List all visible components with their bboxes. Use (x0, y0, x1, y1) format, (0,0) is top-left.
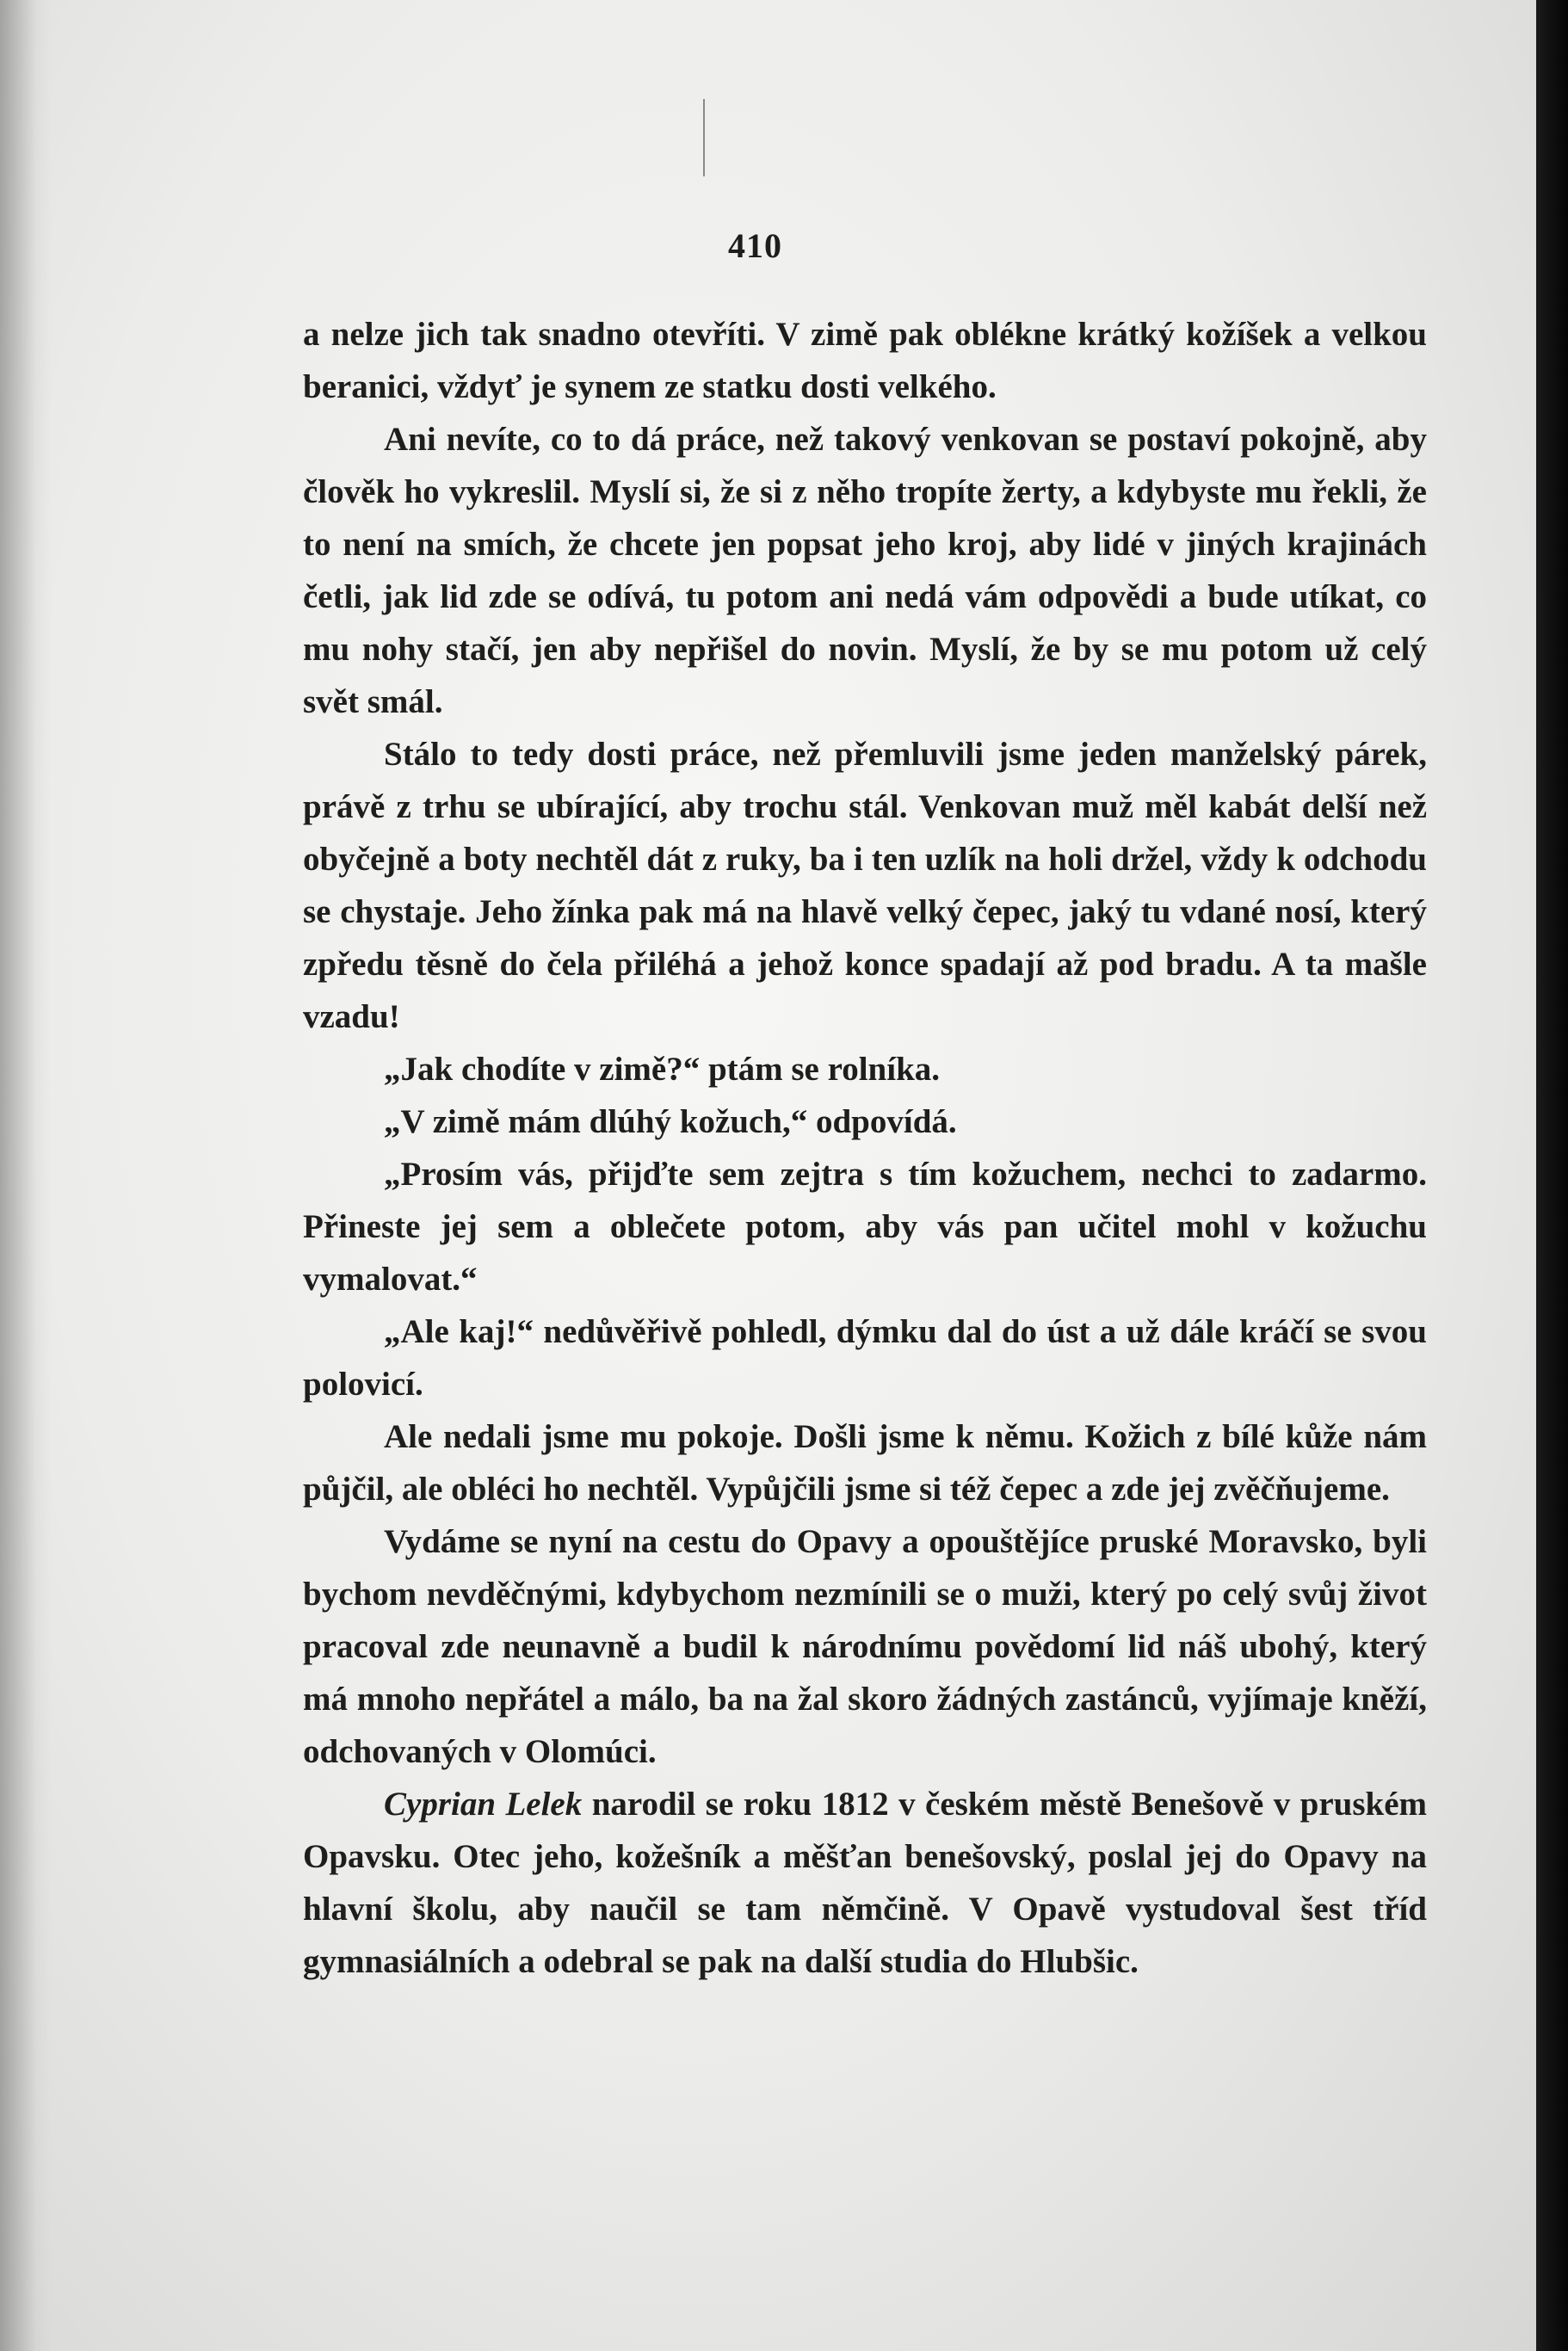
paragraph-2: Ani nevíte, co to dá práce, než takový venkovan se postaví pokojně, aby člověk ho vykreslil. Myslí si, že si z něho tropíte žerty, a kdybyste mu řekli, že to není na smích, že chcete jen popsat jeho kroj, aby lidé v jiných krajinách četli, jak lid zde se odívá, tu potom ani nedá vám odpovědi a bude utíkat, co mu nohy stačí, jen aby nepřišel do novin. Myslí, že by se mu potom už celý svět smál. (303, 421, 1427, 720)
paragraph-5: „V zimě mám dlúhý kožuch,“ odpovídá. (384, 1103, 957, 1140)
paragraph-10 (303, 1778, 1427, 1988)
paragraph-6: „Prosím vás, přijďte sem zejtra s tím kožuchem, nechci to zadarmo. Přineste jej sem a oblečete potom, aby vás pan učitel mohl v kožuchu vymalovat.“ (303, 1156, 1427, 1298)
scan-edge (1536, 0, 1568, 2351)
paragraph-4: „Jak chodíte v zimě?“ ptám se rolníka. (384, 1051, 941, 1088)
margin-mark (703, 99, 705, 176)
paragraph-9: Vydáme se nyní na cestu do Opavy a opouštějíce pruské Moravsko, byli bychom nevděčnými, kdybychom nezmínili se o muži, který po celý svůj život pracoval zde neunavně a budil k národnímu povědomí lid náš ubohý, který má mnoho nepřátel a málo, ba na žal skoro žádných zastánců, vyjímaje kněží, odchovaných v Olomúci. (303, 1523, 1427, 1770)
paragraph-10-text: narodil se roku 1812 v českém městě Benešově v pruském Opavsku. Otec jeho, kožešník a měšťan benešovský, poslal jej do Opavy na hlavní školu, aby naučil se tam němčině. V Opavě vystudoval šest tříd gymnasiálních a odebral se pak na další studia do Hlubšic. (303, 1786, 1427, 1980)
page-number-text: 410 (728, 226, 782, 265)
body-text (303, 308, 1427, 1988)
page-number (0, 225, 1536, 266)
paragraph-3: Stálo to tedy dosti práce, než přemluvili jsme jeden manželský párek, právě z trhu se ubírající, aby trochu stál. Venkovan muž měl kabát delší než obyčejně a boty nechtěl dát z ruky, ba i ten uzlík na holi držel, vždy k odchodu se chystaje. Jeho žínka pak má na hlavě velký čepec, jaký tu vdané nosí, který zpředu těsně do čela přiléhá a jehož konce spadají až pod bradu. A ta mašle vzadu! (303, 736, 1427, 1035)
person-name: Cyprian Lelek (384, 1786, 583, 1823)
paragraph-1: a nelze jich tak snadno otevříti. V zimě pak oblékne krátký kožíšek a velkou beranici, vždyť je synem ze statku dosti velkého. (303, 316, 1427, 405)
paragraph-7: „Ale kaj!“ nedůvěřivě pohledl, dýmku dal do úst a už dále kráčí se svou polovicí. (303, 1313, 1427, 1403)
paragraph-8: Ale nedali jsme mu pokoje. Došli jsme k němu. Kožich z bílé kůže nám půjčil, ale obléci ho nechtěl. Vypůjčili jsme si též čepec a zde jej zvěčňujeme. (303, 1418, 1427, 1508)
